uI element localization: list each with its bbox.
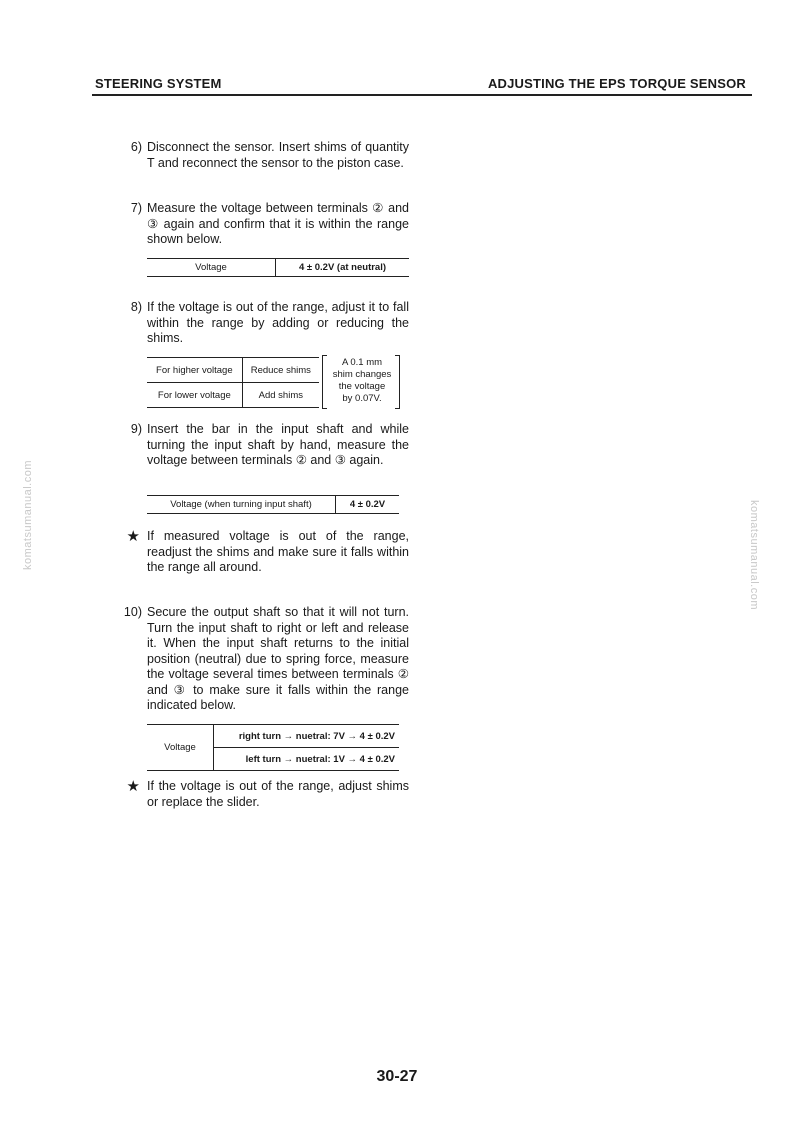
page-heading: ADJUSTING THE EPS TORQUE SENSOR [487, 76, 746, 91]
table-value: Add shims [242, 383, 319, 408]
table-value: 4 ± 0.2V (at neutral) [276, 259, 410, 277]
page-number: 30-27 [376, 1068, 418, 1085]
step-number: 6) [130, 140, 142, 154]
step-number: 8) [130, 300, 142, 314]
step-number: 7) [130, 201, 142, 215]
step-text: Disconnect the sensor. Insert shims of quantity T and reconnect the sensor to the piston case. [147, 140, 409, 170]
table-value: 4 ± 0.2V [336, 496, 400, 514]
voltage-turning-table [147, 495, 399, 514]
star-icon: ★ [126, 778, 140, 795]
step-text: If the voltage is out of the range, adjust it to fall within the range by adding or reducing the shims. [147, 300, 409, 345]
watermark: komatsumanual.com [22, 460, 34, 570]
note-text: If measured voltage is out of the range, readjust the shims and make sure it falls within the range all around. [147, 529, 409, 574]
table-label: Voltage [147, 259, 276, 277]
shim-note: A 0.1 mm shim changes the voltage by 0.07V. [332, 357, 392, 404]
bracket-right [395, 355, 400, 409]
table-value: Reduce shims [242, 358, 319, 383]
watermark: komatsumanual.com [748, 500, 760, 610]
star-icon: ★ [126, 528, 140, 545]
table-label: For lower voltage [147, 383, 242, 408]
section-title: STEERING SYSTEM [95, 76, 222, 91]
table-value: left turn → nuetral: 1V → 4 ± 0.2V [214, 748, 400, 771]
step-number: 9) [130, 422, 142, 436]
header-rule [92, 94, 752, 96]
step-text: Insert the bar in the input shaft and while turning the input shaft by hand, measure the voltage between terminals ② and ③ again. [147, 422, 409, 467]
shim-adjust-table [147, 357, 319, 408]
table-label: Voltage (when turning input shaft) [147, 496, 336, 514]
step-number: 10) [123, 605, 142, 619]
step-text: Secure the output shaft so that it will not turn. Turn the input shaft to right or left and release it. When the input shaft returns to the initial position (neutral) due to spring force, measure the voltage several times between terminals ② and ③ to make sure it falls within the range indicated below. [147, 605, 409, 712]
voltage-spec-table [147, 258, 409, 277]
table-label: Voltage [147, 725, 214, 771]
step-text: Measure the voltage between terminals ② and ③ again and confirm that it is within the range shown below. [147, 201, 409, 246]
table-label: For higher voltage [147, 358, 242, 383]
table-value: right turn → nuetral: 7V → 4 ± 0.2V [214, 725, 400, 748]
voltage-return-table [147, 724, 399, 771]
note-text: If the voltage is out of the range, adjust shims or replace the slider. [147, 779, 409, 809]
